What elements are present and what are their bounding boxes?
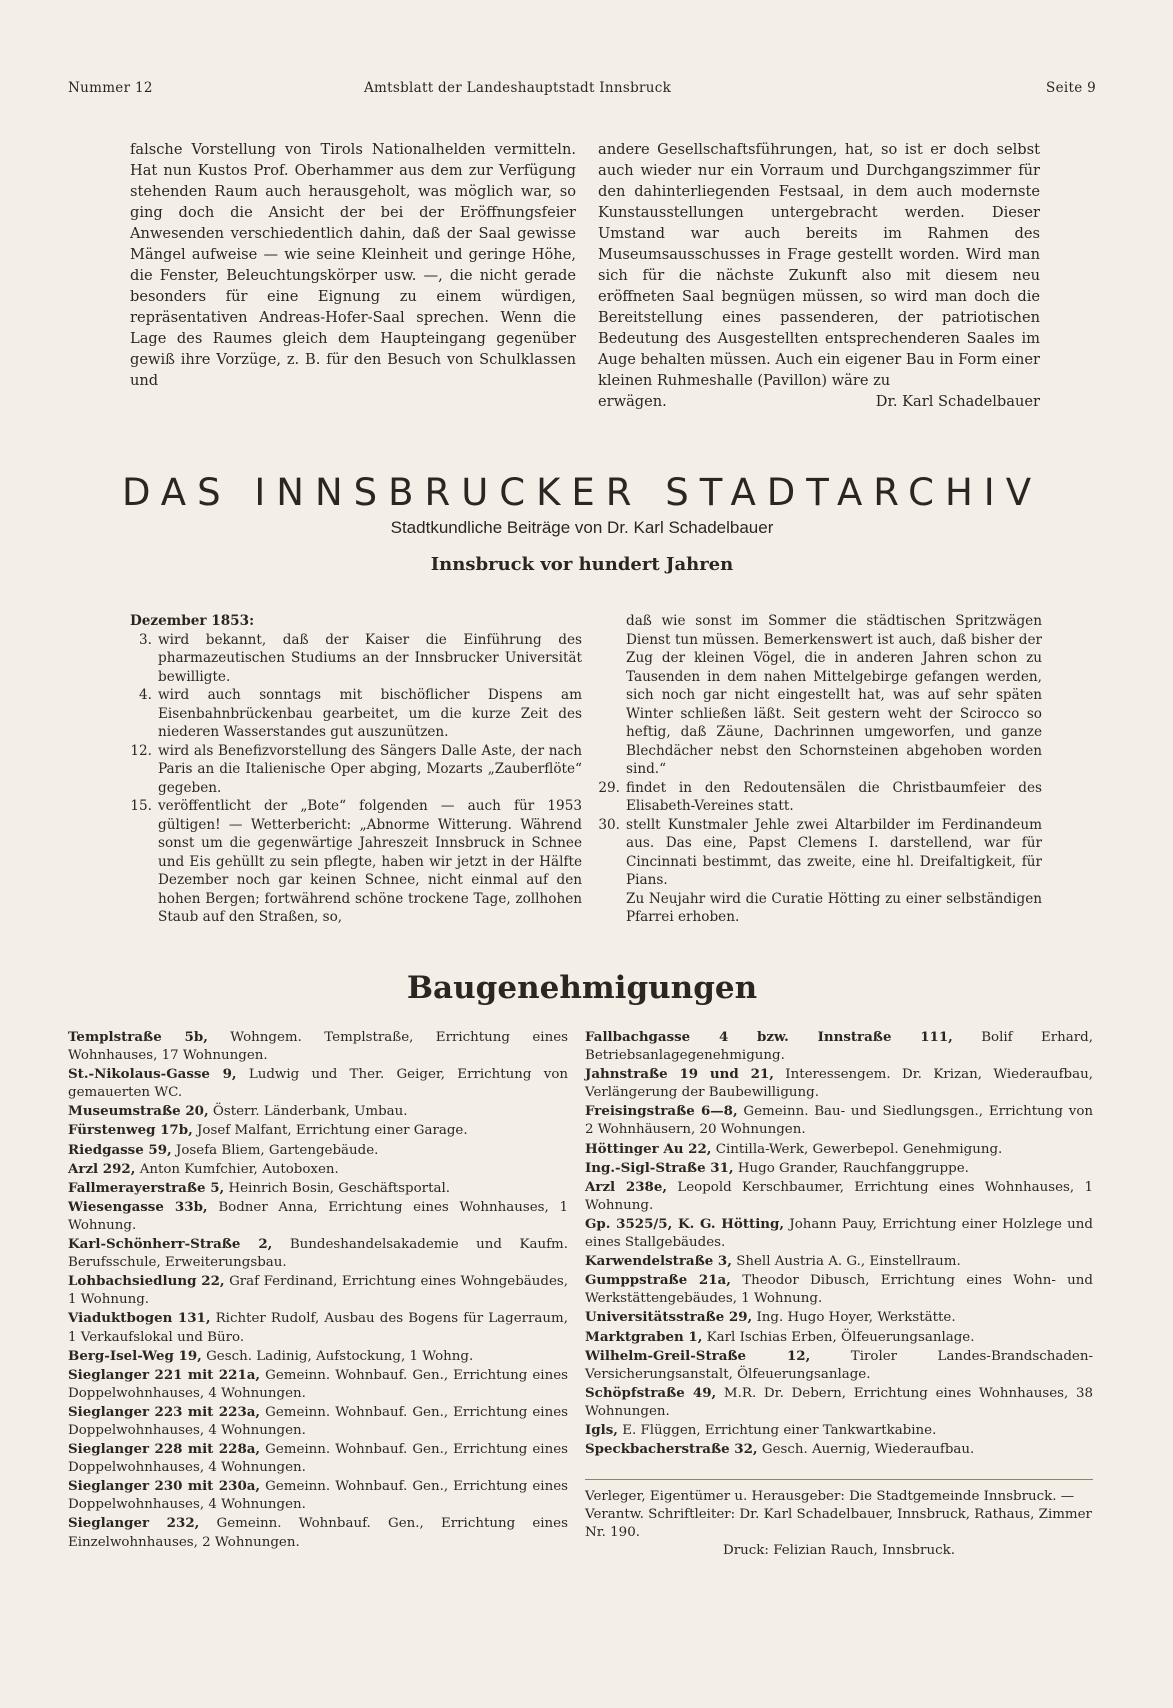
entry-day: 3. [139, 631, 152, 648]
permit-text: Bodner Anna, Errichtung eines Wohnhauses, 1 Wohnung. [68, 1199, 568, 1233]
permit-text: Gesch. Auernig, Wiederaufbau. [761, 1442, 975, 1458]
permit-street: Fallmerayerstraße 5, [68, 1179, 225, 1196]
chronicle-month: Dezember 1853: [130, 613, 255, 629]
entry-text: wird auch sonntags mit bischöflicher Dispens am Eisenbahnbrückenbau gearbeitet, um die kurze Zeit des niederen Wasserstandes gut auszunützen. [158, 687, 582, 740]
permit-entry [68, 1235, 568, 1272]
permit-text: Gemeinn. Wohnbauf. Gen., Errichtung eines Doppelwohnhauses, 4 Wohnungen. [68, 1367, 568, 1401]
permit-entry [68, 1347, 568, 1366]
permits-left [68, 1028, 568, 1552]
permit-text: E. Flüggen, Errichtung einer Tankwartkabine. [622, 1422, 937, 1438]
permit-street: St.-Nikolaus-Gasse 9, [68, 1066, 237, 1083]
permit-street: Museumstraße 20, [68, 1103, 209, 1120]
entry-day: 30. [598, 816, 620, 833]
permit-street: Igls, [585, 1421, 618, 1438]
page-header [68, 80, 1096, 104]
permit-street: Arzl 238e, [585, 1178, 668, 1195]
permit-entry [68, 1272, 568, 1309]
article-text-end: erwägen. [598, 393, 667, 410]
permit-entry [68, 1065, 568, 1102]
section-subtitle: Stadtkundliche Beiträge von Dr. Karl Schadelbauer [390, 518, 774, 537]
permit-street: Höttinger Au 22, [585, 1140, 712, 1157]
permit-street: Arzl 292, [68, 1160, 136, 1177]
article-signature: Dr. Karl Schadelbauer [875, 393, 1040, 410]
permit-text: Gemeinn. Wohnbauf. Gen., Errichtung eines Doppelwohnhauses, 4 Wohnungen. [68, 1404, 568, 1438]
entry-text: Zu Neujahr wird die Curatie Hötting zu einer selbständigen Pfarrei erhoben. [626, 890, 1042, 925]
article-column-right [598, 139, 1040, 412]
permit-text: Karl Ischias Erben, Ölfeuerungsanlage. [706, 1329, 975, 1345]
permit-text: Ing. Hugo Hoyer, Werkstätte. [756, 1310, 956, 1326]
permit-street: Sieglanger 228 mit 228a, [68, 1441, 261, 1458]
permit-text: Interessengem. Dr. Krizan, Wiederaufbau, Verlängerung der Baubewilligung. [585, 1067, 1093, 1101]
permit-entry [585, 1328, 1093, 1347]
permit-entry [585, 1159, 1093, 1178]
permit-text: Bundeshandelsakademie und Kaufm. Berufsschule, Erweiterungsbau. [68, 1237, 568, 1271]
permit-entry [585, 1384, 1093, 1421]
permit-entry [68, 1160, 568, 1179]
permit-entry [585, 1215, 1093, 1252]
permit-entry [585, 1178, 1093, 1215]
permit-street: Sieglanger 221 mit 221a, [68, 1366, 261, 1383]
entry-day: 15. [130, 798, 152, 814]
permit-text: Wohngem. Templstraße, Errichtung eines Wohnhauses, 17 Wohnungen. [68, 1030, 569, 1064]
permit-text: Shell Austria A. G., Einstellraum. [736, 1254, 961, 1270]
permit-entry [68, 1403, 568, 1440]
entry-text: wird als Benefizvorstellung des Sängers Dalle Aste, der nach Paris an die Italienische Oper abging, Mozarts „Zauberflöte“ gegeben. [158, 742, 582, 796]
permit-street: Templstraße 5b, [68, 1029, 208, 1045]
permit-text: Tiroler Landes-Brandschaden-Versicherungsanstalt, Ölfeuerungsanlage. [585, 1348, 1093, 1382]
entry-day: 29. [598, 779, 620, 796]
page-number: Seite 9 [1046, 80, 1096, 96]
permit-text: Leopold Kerschbaumer, Errichtung eines Wohnhauses, 1 Wohnung. [585, 1179, 1093, 1213]
permit-entry [68, 1179, 568, 1198]
permit-street: Viaduktbogen 131, [68, 1310, 211, 1327]
chronicle-entry [130, 631, 582, 687]
permit-street: Schöpfstraße 49, [585, 1384, 717, 1401]
chronicle-left [130, 612, 582, 927]
chronicle-entry [598, 816, 1042, 890]
entry-day: 12. [130, 742, 152, 759]
article-text: falsche Vorstellung von Tirols Nationalhelden vermitteln. Hat nun Kustos Prof. Oberhammer aus dem zur Verfügung stehenden Raum auch herausgeholt, was möglich war, so ging doch die Ansicht der bei der Eröffnungsfeier Anwesenden verschiedentlich dahin, daß der Saal gewisse Mängel aufweise — wie seine Kleinheit und geringe Höhe, die Fenster, Beleuchtungskörper usw. —, die nicht gerade besonders für eine Eignung zu einem würdigen, repräsentativen Andreas-Hofer-Saal sprechen. Wenn die Lage des Raumes gleich dem Haupteingang gegenüber gewiß ihre Vorzüge, z. B. für den Besuch von Schulklassen und [130, 141, 576, 389]
imprint-printer: Druck: Felizian Rauch, Innsbruck. [723, 1543, 955, 1559]
permit-entry [68, 1141, 568, 1160]
entry-day: 4. [139, 687, 152, 703]
permit-entry [585, 1028, 1093, 1065]
permit-street: Lohbachsiedlung 22, [68, 1273, 225, 1290]
permit-street: Berg-Isel-Weg 19, [68, 1347, 202, 1364]
permit-entry [585, 1347, 1093, 1384]
permits-heading: Baugenehmigungen [406, 970, 758, 1006]
permit-text: Theodor Dibusch, Errichtung eines Wohn- und Werkstättengebäudes, 1 Wohnung. [585, 1273, 1093, 1307]
permit-entry [68, 1366, 568, 1403]
permit-text: Bolif Erhard, Betriebsanlagegenehmigung. [585, 1030, 1093, 1064]
permit-text: Gemeinn. Wohnbauf. Gen., Errichtung eines Einzelwohnhauses, 2 Wohnungen. [68, 1516, 568, 1550]
permit-entry [68, 1514, 568, 1551]
journal-title: Amtsblatt der Landeshauptstadt Innsbruck [364, 80, 672, 96]
imprint-publisher: Verleger, Eigentümer u. Herausgeber: Die Stadtgemeinde Innsbruck. — Verantw. Schriftleiter: Dr. Karl Schadelbauer, Innsbruck, Rathaus, Zimmer Nr. 190. [585, 1489, 1092, 1541]
permit-text: Richter Rudolf, Ausbau des Bogens für Lagerraum, 1 Verkaufslokal und Büro. [68, 1311, 568, 1345]
entry-text: findet in den Redoutensälen die Christbaumfeier des Elisabeth-Vereines statt. [626, 779, 1042, 814]
column-heading: Innsbruck vor hundert Jahren [430, 554, 734, 575]
permit-street: Karwendelstraße 3, [585, 1253, 732, 1270]
permit-entry [68, 1440, 568, 1477]
permit-street: Wilhelm-Greil-Straße 12, [585, 1347, 811, 1364]
permit-entry [585, 1102, 1093, 1139]
permit-entry [68, 1309, 568, 1346]
permit-text: Hugo Grander, Rauchfanggruppe. [737, 1160, 969, 1176]
permit-text: Gesch. Ladinig, Aufstockung, 1 Wohng. [206, 1348, 474, 1364]
permit-street: Sieglanger 230 mit 230a, [68, 1478, 261, 1495]
entry-text: daß wie sonst im Sommer die städtischen Spritzwägen Dienst tun müssen. Bemerkenswert ist auch, daß bisher der Zug der kleinen Vögel, die in anderen Jahren schon zu Tausenden in dem nahen Mittelgebirge gefangen werden, sich noch gar nicht eingestellt hat, was auf sehr späten Winter schließen läßt. Seit gestern weht der Scirocco so heftig, daß Zäune, Dachrinnen umgeworfen, und ganze Blechdächer nebst den Schornsteinen abgehoben worden sind.“ [626, 613, 1042, 777]
permits-right [585, 1028, 1093, 1561]
permit-entry [68, 1198, 568, 1235]
article-text: andere Gesellschaftsführungen, hat, so ist er doch selbst auch wieder nur ein Vorraum und Durchgangszimmer für den dahinterliegenden Festsaal, in dem auch modernste Kunstausstellungen untergebracht werden. Dieser Umstand war auch bereits im Rahmen des Museumsausschusses in Frage gestellt worden. Wird man sich für die nächste Zukunft also mit diesem neu eröffneten Saal begnügen müssen, so wird man doch die Bereitstellung eines passenderen, der patriotischen Bedeutung des Ausgestellten entsprechenderen Saales im Auge behalten müssen. Auch ein eigener Bau in Form einer kleinen Ruhmeshalle (Pavillon) wäre zu [598, 141, 1040, 389]
permit-street: Sieglanger 232, [68, 1515, 200, 1532]
permit-text: M.R. Dr. Debern, Errichtung eines Wohnhauses, 38 Wohnungen. [585, 1385, 1093, 1419]
entry-text: stellt Kunstmaler Jehle zwei Altarbilder im Ferdinandeum aus. Das eine, Papst Clemens I. darstellend, war für Cincinnati bestimmt, das zweite, eine hl. Dreifaltigkeit, für Pians. [626, 816, 1042, 888]
permit-text: Anton Kumfchier, Autoboxen. [139, 1161, 339, 1177]
permit-street: Sieglanger 223 mit 223a, [68, 1403, 261, 1420]
permit-street: Wiesengasse 33b, [68, 1198, 208, 1215]
entry-day [598, 890, 626, 927]
chronicle-entry [130, 797, 582, 927]
permit-street: Marktgraben 1, [585, 1328, 703, 1345]
chronicle-entry [598, 779, 1042, 816]
permit-text: Österr. Länderbank, Umbau. [212, 1104, 408, 1120]
permit-text: Heinrich Bosin, Geschäftsportal. [228, 1180, 450, 1196]
permit-entry [585, 1308, 1093, 1327]
chronicle-right [598, 612, 1042, 927]
chronicle-entry [130, 742, 582, 798]
permit-entry [585, 1140, 1093, 1159]
permit-text: Josefa Bliem, Gartengebäude. [175, 1142, 379, 1158]
entry-text: veröffentlicht der „Bote“ folgenden — auch für 1953 gültigen! — Wetterbericht: „Abnorme Witterung. Während sonst um die gegenwärtige Jahreszeit Innsbruck in Schnee und Eis gehüllt zu sein pflegte, haben wir jetzt in der Hälfte Dezember noch gar keinen Schnee, nicht einmal auf den hohen Bergen; fortwährend schöne trockene Tage, zollhohen Staub auf den Straßen, so, [158, 798, 582, 925]
permit-street: Karl-Schönherr-Straße 2, [68, 1236, 273, 1253]
chronicle-entry [598, 890, 1042, 927]
entry-day [598, 612, 626, 779]
permit-street: Fallbachgasse 4 bzw. Innstraße 111, [585, 1029, 953, 1045]
permit-entry [585, 1065, 1093, 1102]
chronicle-entry [598, 612, 1042, 779]
permit-text: Gemeinn. Wohnbauf. Gen., Errichtung eines Doppelwohnhauses, 4 Wohnungen. [68, 1442, 568, 1476]
permit-street: Riedgasse 59, [68, 1141, 172, 1158]
permit-text: Cintilla-Werk, Gewerbepol. Genehmigung. [715, 1141, 1003, 1157]
permit-street: Jahnstraße 19 und 21, [585, 1066, 774, 1083]
permit-street: Gumppstraße 21a, [585, 1272, 731, 1289]
permit-street: Ing.-Sigl-Straße 31, [585, 1159, 734, 1176]
permit-street: Fürstenweg 17b, [68, 1122, 193, 1139]
issue-number: Nummer 12 [68, 80, 153, 96]
permit-text: Josef Malfant, Errichtung einer Garage. [197, 1123, 468, 1139]
chronicle-entry [130, 686, 582, 742]
permit-street: Gp. 3525/5, K. G. Hötting, [585, 1215, 785, 1232]
permit-text: Johann Pauy, Errichtung einer Holzlege und eines Stallgebäudes. [585, 1216, 1093, 1251]
permit-street: Speckbacherstraße 32, [585, 1441, 758, 1458]
permit-text: Gemeinn. Bau- und Siedlungsgen., Errichtung von 2 Wohnhäusern, 20 Wohnungen. [585, 1104, 1094, 1138]
permit-entry [68, 1477, 568, 1514]
imprint [585, 1479, 1093, 1560]
permit-entry [585, 1440, 1093, 1459]
permit-text: Gemeinn. Wohnbauf. Gen., Errichtung eines Doppelwohnhauses, 4 Wohnungen. [68, 1479, 568, 1513]
permit-entry [585, 1252, 1093, 1271]
permit-entry [68, 1121, 568, 1140]
permit-entry [585, 1421, 1093, 1440]
entry-text: wird bekannt, daß der Kaiser die Einführung des pharmazeutischen Studiums an der Innsbrucker Universität bewilligte. [158, 631, 582, 685]
section-title: DAS INNSBRUCKER STADTARCHIV [121, 471, 1043, 514]
permit-street: Universitätsstraße 29, [585, 1309, 753, 1326]
permit-entry [68, 1102, 568, 1121]
permit-street: Freisingstraße 6—8, [585, 1103, 738, 1120]
permit-entry [68, 1028, 568, 1065]
permit-entry [585, 1271, 1093, 1308]
permit-text: Graf Ferdinand, Errichtung eines Wohngebäudes, 1 Wohnung. [68, 1274, 569, 1308]
permit-text: Ludwig und Ther. Geiger, Errichtung von gemauerten WC. [68, 1067, 568, 1101]
article-column-left [130, 139, 576, 391]
